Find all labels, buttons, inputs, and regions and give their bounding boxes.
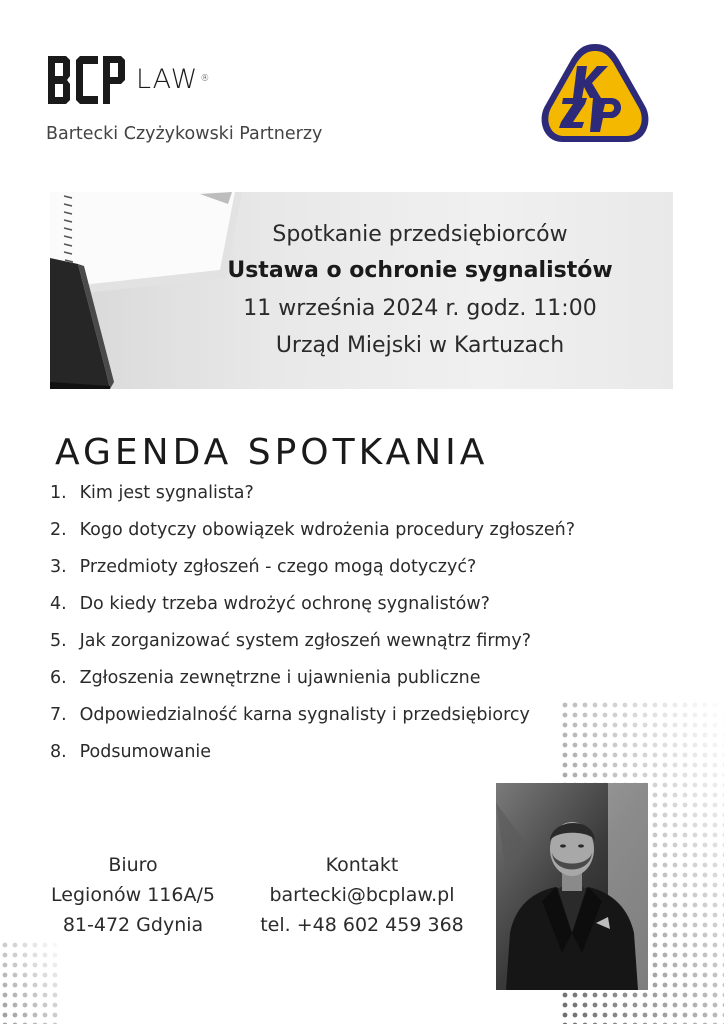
event-banner — [50, 192, 673, 389]
agenda-item: 2. Kogo dotyczy obowiązek wdrożenia procedury zgłoszeń? — [50, 520, 575, 540]
bcp-law-logo — [46, 46, 386, 156]
banner-event-title: Ustawa o ochronie sygnalistów — [227, 258, 613, 283]
agenda-item: 8. Podsumowanie — [50, 742, 212, 762]
halftone-dots-decoration — [0, 940, 60, 1024]
agenda-item: 6. Zgłoszenia zewnętrzne i ujawnienia publiczne — [50, 668, 481, 688]
banner-event-type: Spotkanie przedsiębiorców — [272, 222, 568, 247]
firm-name: Bartecki Czyżykowski Partnerzy — [46, 124, 323, 144]
office-address — [40, 850, 226, 940]
agenda-list — [50, 483, 575, 779]
agenda-item: 3. Przedmioty zgłoszeń - czego mogą dotyczyć? — [50, 557, 477, 577]
banner-event-date: 11 września 2024 r. godz. 11:00 — [243, 296, 597, 321]
contact-email[interactable]: bartecki@bcplaw.pl — [269, 884, 455, 906]
agenda-title: AGENDA SPOTKANIA — [55, 432, 489, 473]
agenda-item: 1. Kim jest sygnalista? — [50, 483, 254, 503]
logo-law-text: LAW ® — [136, 64, 211, 95]
agenda-item: 4. Do kiedy trzeba wdrożyć ochronę sygnalistów? — [50, 594, 490, 614]
speaker-portrait-icon — [496, 783, 648, 990]
office-label: Biuro — [108, 854, 158, 876]
contact-info — [252, 850, 472, 940]
agenda-item: 5. Jak zorganizować system zgłoszeń wewnątrz firmy? — [50, 631, 531, 651]
office-street: Legionów 116A/5 — [51, 884, 215, 906]
agenda-item: 7. Odpowiedzialność karna sygnalisty i przedsiębiorcy — [50, 705, 530, 725]
banner-event-location: Urząd Miejski w Kartuzach — [275, 333, 565, 358]
kzp-logo — [537, 40, 653, 148]
kzp-logo-icon — [537, 40, 653, 148]
contact-phone[interactable]: tel. +48 602 459 368 — [260, 914, 464, 936]
speaker-photo — [496, 783, 648, 990]
bcp-logo-mark-icon — [46, 54, 128, 106]
office-city: 81-472 Gdynia — [62, 914, 204, 936]
contact-label: Kontakt — [325, 854, 399, 876]
